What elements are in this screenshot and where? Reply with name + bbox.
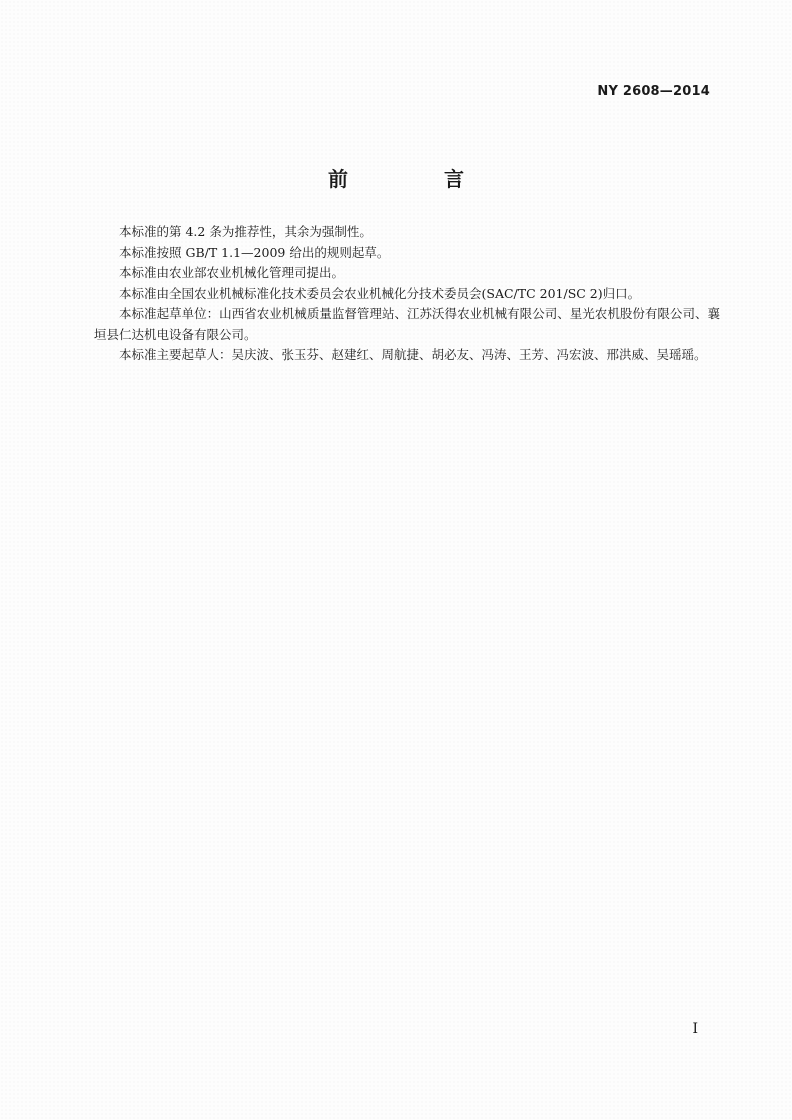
paragraph-drafting-organizations: 本标准起草单位：山西省农业机械质量监督管理站、江苏沃得农业机械有限公司、星光农机股份有限公司、襄垣县仁达机电设备有限公司。 (94, 306, 720, 342)
page-title: 前 言 (328, 167, 502, 191)
paragraph-drafters: 本标准主要起草人：吴庆波、张玉芬、赵建红、周航捷、胡必友、冯涛、王芳、冯宏波、邢洪威、吴瑶瑶。 (119, 347, 707, 362)
standard-number: NY 2608—2014 (597, 84, 710, 99)
paragraph-proposer: 本标准由农业部农业机械化管理司提出。 (119, 265, 345, 280)
paragraph-recommended-clause: 本标准的第 4.2 条为推荐性，其余为强制性。 (119, 224, 372, 239)
foreword-body (94, 222, 720, 366)
page-number: I (692, 1021, 698, 1037)
paragraph-responsible-committee: 本标准由全国农业机械标准化技术委员会农业机械化分技术委员会(SAC/TC 201/SC 2)归口。 (119, 285, 641, 301)
paragraph-drafting-rules: 本标准按照 GB/T 1.1—2009 给出的规则起草。 (119, 244, 390, 260)
